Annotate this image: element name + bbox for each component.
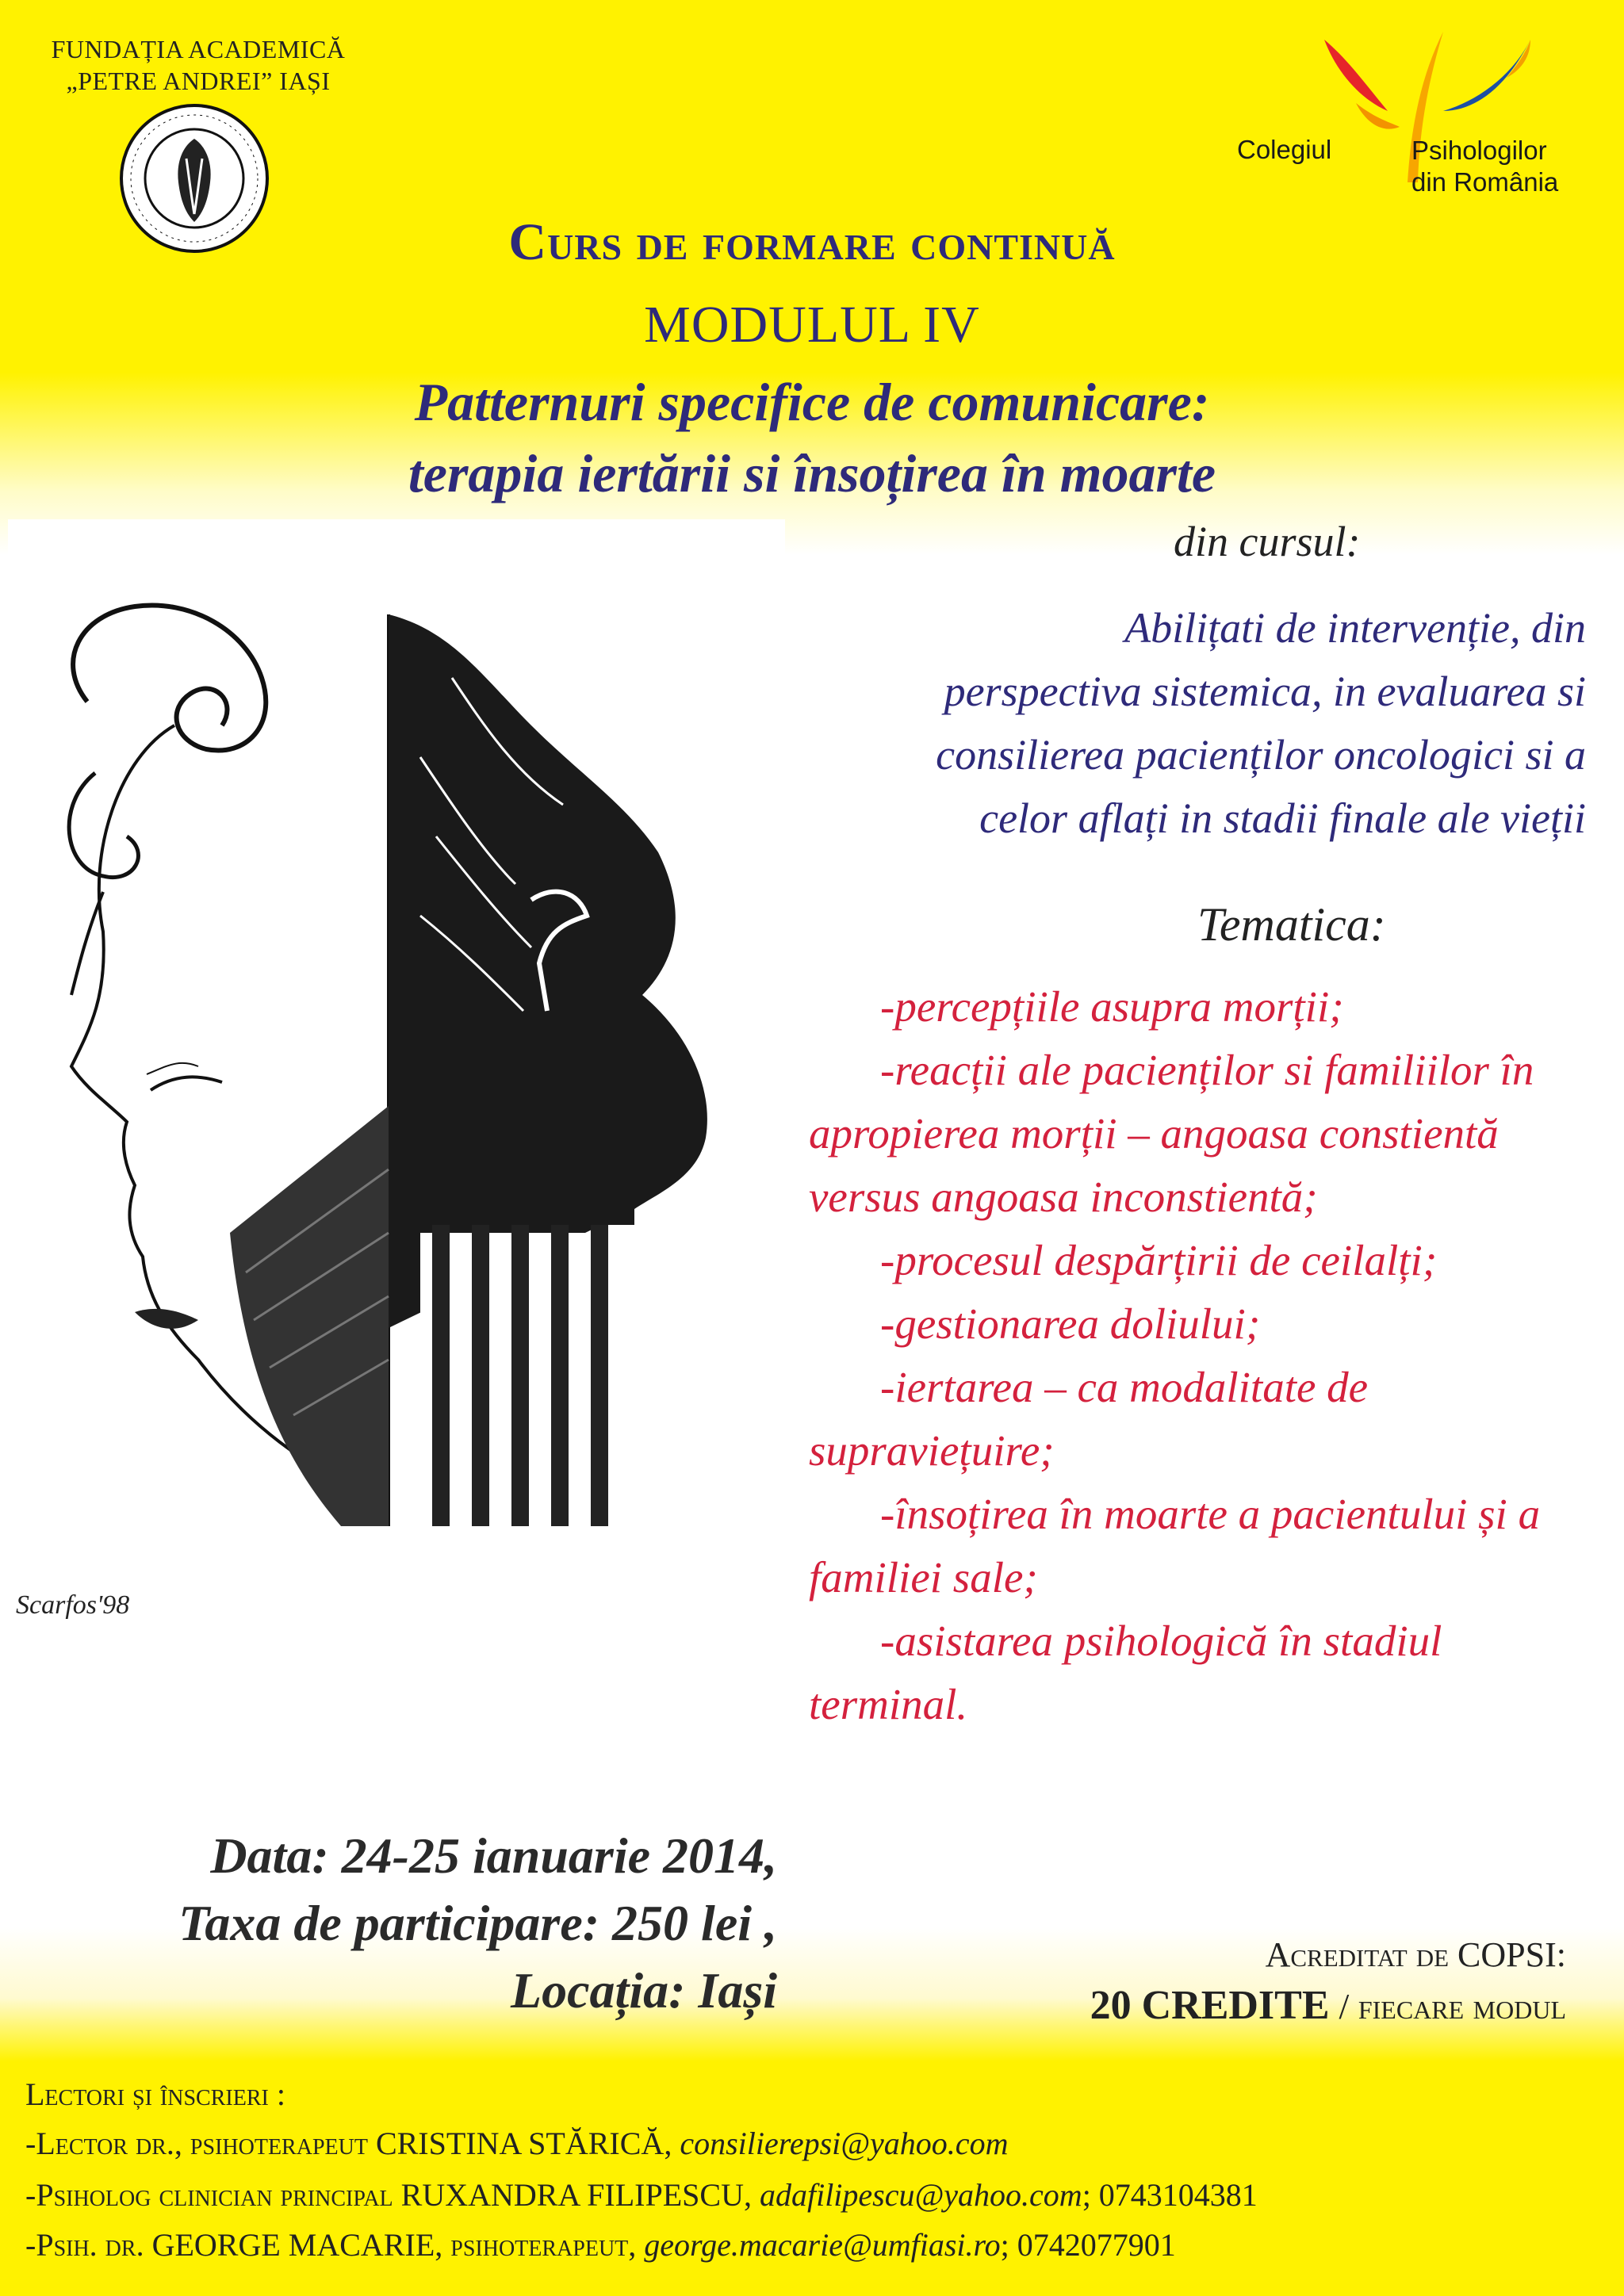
- logo-text-right-line1: Psihologilor: [1411, 136, 1547, 165]
- artwork-signature: Scarfos'98: [16, 1590, 130, 1620]
- lecturer-title: -Psiholog clinician principal: [25, 2177, 401, 2213]
- lecturer-row: [25, 2226, 1176, 2263]
- topic-item: -procesul despărțirii de ceilalți;: [880, 1236, 1438, 1284]
- lecturer-row: -Psiholog clinician principal RUXANDRA FILIPESCU, adafilipescu@yahoo.com; 0743104381: [25, 2177, 1258, 2213]
- topic-item: -reacții ale pacienților si familiilor în apropierea morții – angoasa constientă versus angoasa inconstientă;: [809, 1046, 1534, 1221]
- logo-text-right-line2: din România: [1411, 167, 1559, 197]
- credits-value: 20 CREDITE: [1090, 1983, 1330, 2028]
- accreditation-label: Acreditat de COPSI:: [1265, 1935, 1566, 1974]
- lecturer-row: -Lector dr., psihoterapeut CRISTINA STĂRICĂ, consilierepsi@yahoo.com: [25, 2126, 1009, 2161]
- lecturer-phone: ; 0742077901: [1000, 2227, 1176, 2263]
- lecturer-phone: ; 0743104381: [1082, 2177, 1258, 2213]
- foundation-name-line1: FUNDAȚIA ACADEMICĂ: [51, 35, 346, 63]
- topic-item: -gestionarea doliului;: [880, 1299, 1261, 1348]
- lecturer-name: RUXANDRA FILIPESCU: [400, 2177, 744, 2213]
- lecturer-title: -Psih. dr.: [25, 2227, 152, 2263]
- foundation-name: [32, 33, 365, 97]
- logo-text-left: Colegiul: [1237, 135, 1332, 164]
- course-name-line: celor aflați in stadii finale ale vieții: [979, 794, 1586, 842]
- course-name-line: perspectiva sistemica, in evaluarea si: [944, 668, 1586, 715]
- lecturer-name: CRISTINA STĂRICĂ: [375, 2126, 665, 2161]
- lecturers-heading: Lectori și înscrieri :: [25, 2076, 285, 2112]
- lecturer-title: -Lector dr., psihoterapeut: [25, 2126, 376, 2161]
- lecturer-email[interactable]: adafilipescu@yahoo.com: [759, 2177, 1082, 2213]
- lecturer-email[interactable]: consilierepsi@yahoo.com: [680, 2126, 1009, 2161]
- topic-item: -iertarea – ca modalitate de supraviețuire;: [809, 1363, 1369, 1475]
- course-name-line: consilierea pacienților oncologici si a: [936, 731, 1586, 779]
- course-name-line: Abilițati de intervenție, din: [1124, 604, 1586, 652]
- topics-list: [809, 975, 1602, 1736]
- topic-item: -asistarea psihologică în stadiul terminal.: [809, 1617, 1442, 1728]
- credits-per-module: / fiecare modul: [1339, 1986, 1566, 2026]
- tematica-heading: Tematica:: [1197, 898, 1386, 951]
- course-intro: din cursul:: [1174, 518, 1361, 565]
- course-name: [785, 596, 1586, 850]
- artwork-illustration: [8, 519, 785, 1629]
- module-heading: MODULUL IV: [644, 296, 980, 354]
- lecturer-email[interactable]: george.macarie@umfiasi.ro: [644, 2227, 1001, 2263]
- event-info: [0, 1822, 777, 2024]
- lecturer-title-suffix: , psihoterapeut,: [435, 2227, 645, 2263]
- lecturer-name: GEORGE MACARIE: [151, 2227, 435, 2263]
- module-subtitle-line1: Patternuri specifice de comunicare:: [414, 372, 1210, 432]
- topic-item: -însoțirea în moarte a pacientului și a familiei sale;: [809, 1490, 1541, 1601]
- event-location: Locația: Iași: [511, 1962, 777, 2019]
- event-date: Data: 24-25 ianuarie 2014,: [210, 1827, 777, 1884]
- module-subtitle-line2: terapia iertării si însoțirea în moarte: [408, 443, 1216, 503]
- course-type-heading: Curs de formare continuă: [508, 213, 1116, 271]
- topic-item: -percepțiile asupra morții;: [880, 982, 1344, 1031]
- accreditation-credits: [872, 1982, 1566, 2029]
- logo-text-right: [1411, 135, 1558, 198]
- module-subtitle: [0, 366, 1624, 509]
- event-fee: Taxa de participare: 250 lei ,: [178, 1895, 777, 1951]
- foundation-name-line2: „PETRE ANDREI” IAȘI: [66, 67, 331, 95]
